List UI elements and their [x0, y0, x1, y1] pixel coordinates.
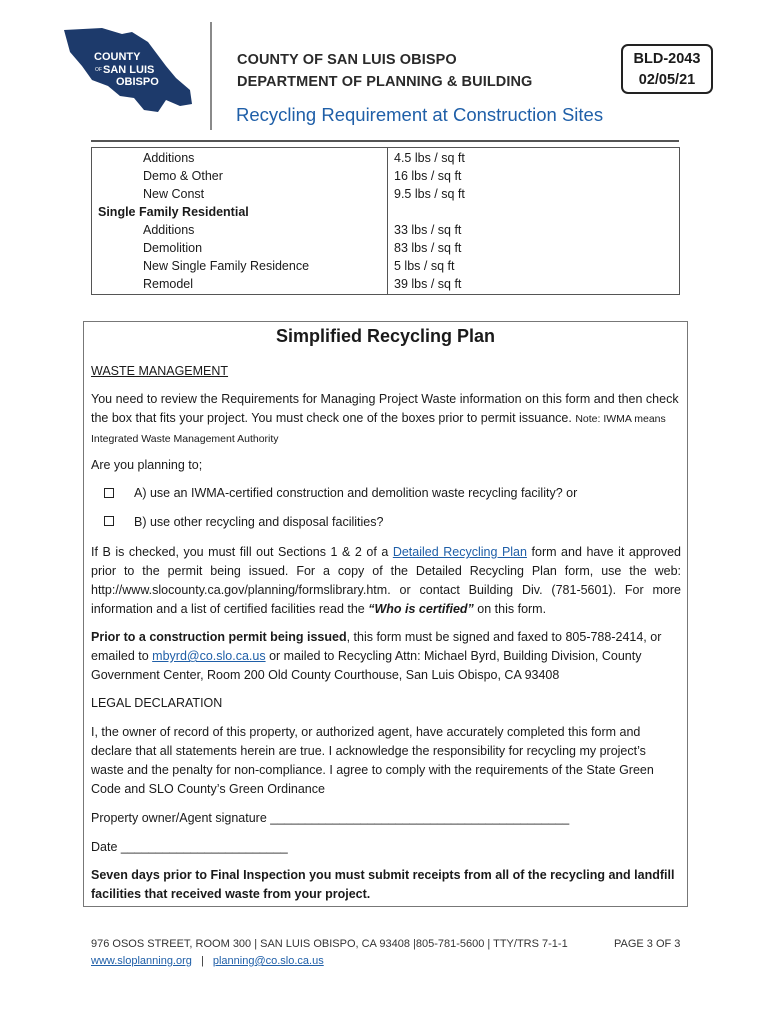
rate-label: New Single Family Residence [143, 259, 310, 273]
form-date: 02/05/21 [638, 72, 696, 88]
signature-field[interactable]: Property owner/Agent signature ___________________________________________ [91, 811, 570, 825]
rate-section-heading: Single Family Residential [98, 205, 249, 219]
option-b-checkbox[interactable] [104, 516, 114, 526]
instructions-text-cont: form and have it approved prior to the permit being issued. For a copy of the Detailed Recycling Plan form, use the web: http://www.slocounty.ca.gov/planning/formslibrary.htm. or contact Building Div. (781-5601). For more information and a list of certified facilities read the [91, 545, 681, 616]
intro-note: Note: IWMA means Integrated Waste Management Authority [91, 413, 666, 445]
logo-text-county: COUNTY [94, 51, 141, 63]
document-title: Recycling Requirement at Construction Sites [236, 104, 604, 125]
option-a-checkbox[interactable] [104, 488, 114, 498]
logo-text-obispo: OBISPO [116, 76, 159, 88]
footer-links [91, 955, 324, 967]
final-inspection-note: Seven days prior to Final Inspection you must submit receipts from all of the recycling and landfill facilities that received waste from your project. [91, 868, 675, 901]
email-link[interactable]: mbyrd@co.slo.ca.us [152, 649, 266, 663]
option-a-label: A) use an IWMA-certified construction and demolition waste recycling facility? or [134, 486, 578, 500]
intro-text: You need to review the Requirements for Managing Project Waste information on this form and then check the box that fits your project. You must check one of the boxes prior to permit issuance. [91, 392, 679, 425]
header-divider [210, 22, 212, 130]
footer-address: 976 OSOS STREET, ROOM 300 | SAN LUIS OBISPO, CA 93408 |805-781-5600 | TTY/TRS 7-1-1 [91, 938, 568, 950]
option-b-label: B) use other recycling and disposal facilities? [134, 515, 384, 529]
form-number: BLD-2043 [633, 51, 701, 67]
rate-value: 16 lbs / sq ft [394, 169, 462, 183]
plan-title: Simplified Recycling Plan [275, 326, 496, 346]
rate-label: Demolition [143, 241, 203, 255]
rate-value: 4.5 lbs / sq ft [394, 151, 465, 165]
department-name: DEPARTMENT OF PLANNING & BUILDING [237, 74, 533, 90]
submission-lead: Prior to a construction permit being issued [91, 630, 347, 644]
submission-text: , this form must be signed and faxed to 805-788-2414, or emailed to [91, 630, 662, 663]
county-name: COUNTY OF SAN LUIS OBISPO [237, 52, 457, 68]
date-field[interactable]: Date ________________________ [91, 840, 288, 854]
submission-paragraph [91, 628, 681, 685]
rate-label: Additions [143, 223, 195, 237]
rate-label: Additions [143, 151, 195, 165]
rate-label: Remodel [143, 277, 194, 291]
submission-address: or mailed to Recycling Attn: Michael Byrd, Building Division, County Government Center, Room 200 Old County Courthouse, San Luis Obispo, CA 93408 [91, 649, 642, 682]
question-text: Are you planning to; [91, 458, 203, 472]
rate-value: 33 lbs / sq ft [394, 223, 462, 237]
logo-text-sanluis: SAN LUIS [103, 64, 155, 76]
footer-separator: | [200, 955, 204, 967]
option-b-instructions [91, 543, 681, 619]
rate-value: 9.5 lbs / sq ft [394, 187, 465, 201]
rate-table-divider [387, 147, 388, 295]
legal-declaration-heading: LEGAL DECLARATION [91, 696, 223, 710]
rate-value: 5 lbs / sq ft [394, 259, 455, 273]
rate-label: Demo & Other [143, 169, 223, 183]
title-rule [91, 140, 679, 142]
who-is-certified-reference: “Who is certified” [368, 602, 474, 616]
intro-paragraph [91, 390, 681, 449]
rate-value: 83 lbs / sq ft [394, 241, 462, 255]
detailed-recycling-plan-link[interactable]: Detailed Recycling Plan [392, 545, 527, 559]
legal-declaration-text: I, the owner of record of this property, or authorized agent, have accurately completed this form and declare that all statements herein are true. I acknowledge the responsibility for recycling my project’s waste and the penalty for non-compliance. I agree to comply with the requirements of the State Green Code and SLO County’s Green Ordinance [91, 725, 654, 796]
website-link[interactable]: www.sloplanning.org [91, 955, 192, 967]
waste-management-heading: WASTE MANAGEMENT [91, 364, 229, 378]
rate-value: 39 lbs / sq ft [394, 277, 462, 291]
rate-label: New Const [143, 187, 205, 201]
instructions-text-end: on this form. [477, 602, 547, 616]
county-logo [62, 26, 194, 116]
page-number: PAGE 3 OF 3 [614, 938, 681, 950]
instructions-text: If B is checked, you must fill out Sections 1 & 2 of a [91, 545, 389, 559]
form-id-box [621, 44, 713, 94]
logo-text-of: OF [95, 67, 102, 73]
footer-email-link[interactable]: planning@co.slo.ca.us [212, 955, 324, 967]
